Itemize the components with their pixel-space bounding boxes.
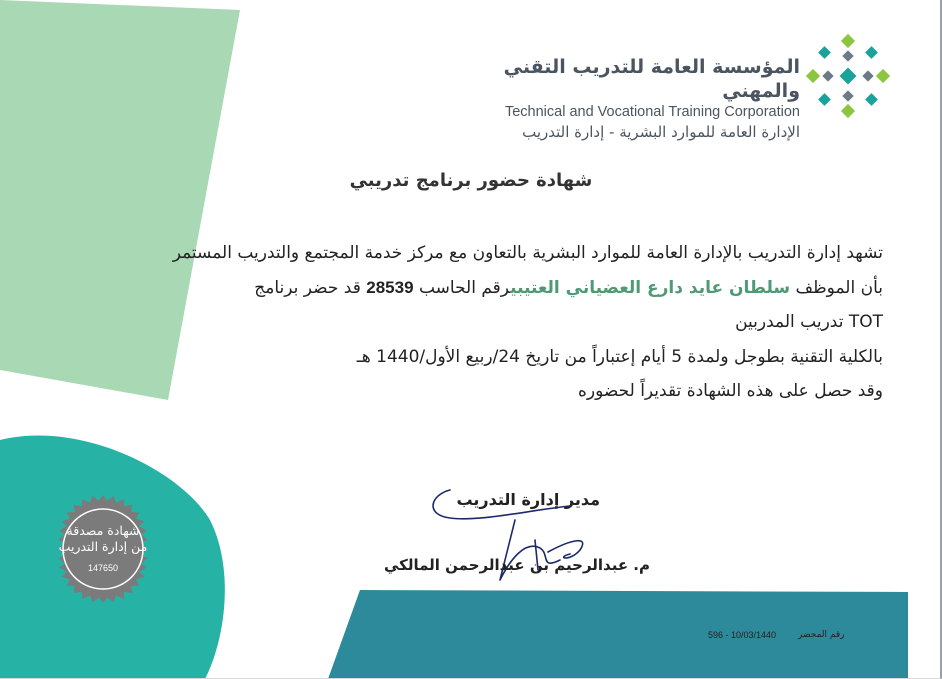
record-label: رقم المحضر <box>798 630 845 640</box>
computer-number-label: رقم الحاسب <box>418 277 511 298</box>
organization-name-arabic: المؤسسة العامة للتدريب التقني والمهني <box>503 56 800 102</box>
attended-program-text: قد حضر برنامج <box>254 277 361 298</box>
tvtc-logo-icon <box>806 30 890 122</box>
seal-line-2: من إدارة التدريب <box>58 539 148 554</box>
signatory-title: مدير إدارة التدريب <box>456 490 600 509</box>
record-value: 596 - 10/03/1440 <box>708 630 777 640</box>
computer-number: 28539 <box>366 277 414 297</box>
record-info <box>700 630 900 644</box>
body-line-2 <box>123 271 883 306</box>
organization-name-english: Technical and Vocational Training Corporation <box>504 104 800 120</box>
department-name: الإدارة العامة للموارد البشرية - إدارة التدريب <box>522 123 800 141</box>
closing-line: وقد حصل على هذه الشهادة تقديراً لحضوره <box>578 381 883 401</box>
seal-number: 147650 <box>87 563 119 573</box>
certificate-title: شهادة حضور برنامج تدريبي <box>349 170 593 191</box>
program-name: TOT تدريب المدربين <box>735 312 883 332</box>
certificate-body <box>123 236 883 409</box>
employee-prefix: بأن الموظف <box>795 277 883 298</box>
signatory-name: م. عبدالرحيم بن عبدالرحمن المالكي <box>383 556 650 574</box>
seal-line-1: شهادة مصدقة <box>66 523 140 538</box>
body-line-1: تشهد إدارة التدريب بالإدارة العامة للموارد البشرية بالتعاون مع مركز خدمة المجتمع والتدريب المستمر <box>172 243 883 263</box>
organization-header <box>480 55 800 143</box>
seal-text <box>48 494 158 604</box>
employee-name: سلطان عايد دارع العضياني العتيبي <box>510 277 791 298</box>
program-location-date: بالكلية التقنية بطوجل ولمدة 5 أيام إعتباراً من تاريخ 24/ربيع الأول/1440 هـ <box>356 346 883 367</box>
